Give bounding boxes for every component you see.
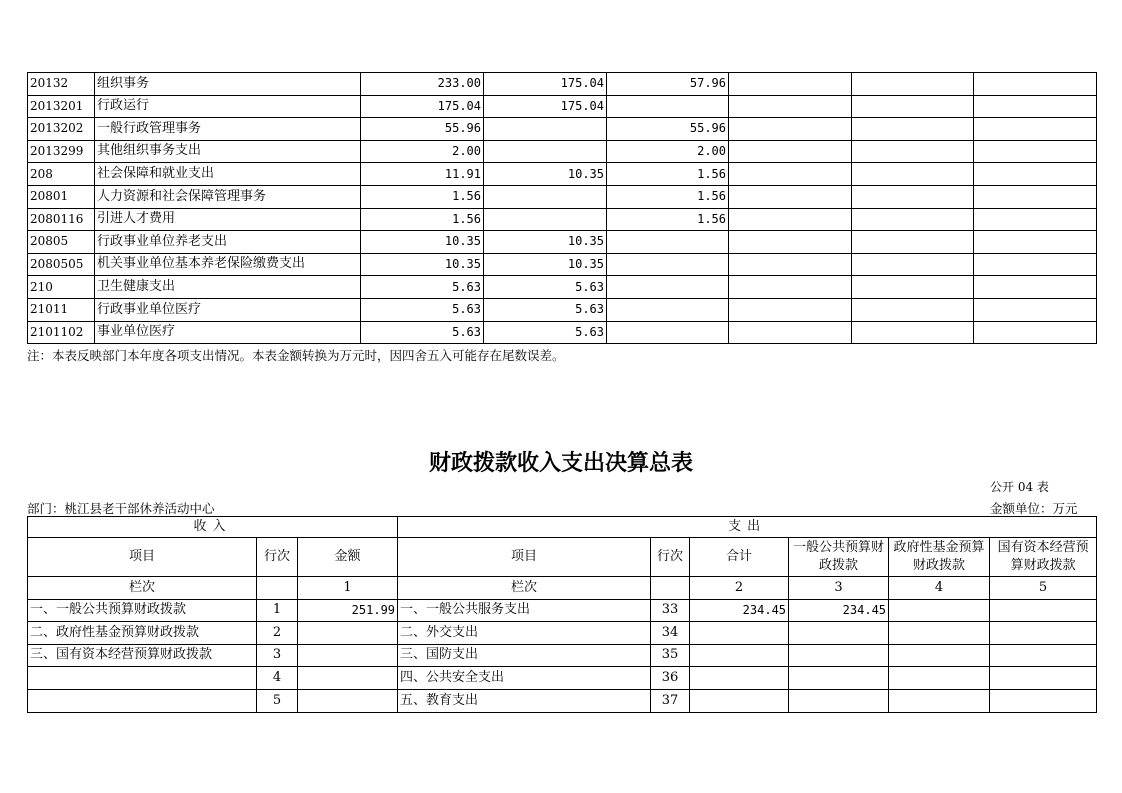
account-name-cell: 行政事业单位医疗 bbox=[95, 298, 361, 321]
government-fund-cell bbox=[889, 644, 990, 667]
project-expense-cell bbox=[607, 95, 729, 118]
project-expense-cell bbox=[607, 321, 729, 344]
table-row bbox=[28, 644, 1097, 667]
table-row bbox=[28, 140, 1097, 163]
empty-cell bbox=[729, 231, 852, 254]
empty-cell bbox=[852, 185, 974, 208]
empty-cell bbox=[852, 73, 974, 96]
empty-cell bbox=[974, 118, 1097, 141]
expense-total-cell bbox=[690, 667, 789, 690]
expense-section-header: 支出 bbox=[398, 517, 1097, 538]
empty-cell bbox=[974, 298, 1097, 321]
account-code-cell: 2013299 bbox=[28, 140, 95, 163]
basic-expense-cell: 175.04 bbox=[484, 95, 607, 118]
income-amount-cell bbox=[298, 667, 398, 690]
basic-expense-cell: 5.63 bbox=[484, 298, 607, 321]
empty-cell bbox=[974, 321, 1097, 344]
expense-item-cell: 二、外交支出 bbox=[398, 622, 651, 645]
total-amount-cell: 10.35 bbox=[361, 253, 484, 276]
empty-cell bbox=[974, 185, 1097, 208]
amount-unit-label: 金额单位：万元 bbox=[990, 501, 1078, 516]
basic-expense-cell: 10.35 bbox=[484, 253, 607, 276]
expense-line-cell: 37 bbox=[651, 689, 690, 712]
income-line-cell: 3 bbox=[257, 644, 298, 667]
account-code-cell: 20132 bbox=[28, 73, 95, 96]
account-code-cell: 2013202 bbox=[28, 118, 95, 141]
project-expense-cell bbox=[607, 253, 729, 276]
empty-cell bbox=[974, 95, 1097, 118]
state-capital-header: 国有资本经营预算财政拨款 bbox=[990, 538, 1097, 577]
report-title: 财政拨款收入支出决算总表 bbox=[428, 450, 693, 476]
total-amount-cell: 2.00 bbox=[361, 140, 484, 163]
total-amount-cell: 10.35 bbox=[361, 231, 484, 254]
general-budget-cell bbox=[789, 689, 889, 712]
account-name-cell: 其他组织事务支出 bbox=[95, 140, 361, 163]
expense-line-header: 行次 bbox=[651, 538, 690, 577]
empty-cell bbox=[852, 298, 974, 321]
table-row bbox=[28, 118, 1097, 141]
account-code-cell: 208 bbox=[28, 163, 95, 186]
table-row bbox=[28, 622, 1097, 645]
expense-line-cell: 34 bbox=[651, 622, 690, 645]
expenditure-detail-table bbox=[27, 72, 1097, 344]
general-budget-cell: 234.45 bbox=[789, 599, 889, 622]
account-code-cell: 2080505 bbox=[28, 253, 95, 276]
income-column-number: 1 bbox=[298, 577, 398, 600]
total-amount-cell: 1.56 bbox=[361, 208, 484, 231]
column-number-row bbox=[28, 577, 1097, 600]
project-expense-cell: 2.00 bbox=[607, 140, 729, 163]
table-note: 注：本表反映部门本年度各项支出情况。本表金额转换为万元时，因四舍五入可能存在尾数误差。 bbox=[27, 348, 565, 363]
empty-cell bbox=[852, 95, 974, 118]
state-capital-cell bbox=[990, 599, 1097, 622]
income-item-cell: 二、政府性基金预算财政拨款 bbox=[28, 622, 257, 645]
total-amount-cell: 5.63 bbox=[361, 276, 484, 299]
project-expense-cell bbox=[607, 298, 729, 321]
total-amount-cell: 5.63 bbox=[361, 321, 484, 344]
department-label: 部门：桃江县老干部休养活动中心 bbox=[27, 501, 215, 516]
account-code-cell: 2101102 bbox=[28, 321, 95, 344]
table-row bbox=[28, 208, 1097, 231]
summary-data-body bbox=[28, 599, 1097, 712]
project-expense-cell bbox=[607, 231, 729, 254]
total-amount-cell: 5.63 bbox=[361, 298, 484, 321]
project-expense-cell: 1.56 bbox=[607, 208, 729, 231]
general-column-number: 3 bbox=[789, 577, 889, 600]
empty-cell bbox=[729, 73, 852, 96]
basic-expense-cell bbox=[484, 140, 607, 163]
account-code-cell: 210 bbox=[28, 276, 95, 299]
empty-cell bbox=[729, 118, 852, 141]
expense-total-header: 合计 bbox=[690, 538, 789, 577]
empty-cell bbox=[729, 321, 852, 344]
basic-expense-cell bbox=[484, 185, 607, 208]
empty-cell bbox=[852, 208, 974, 231]
table-row bbox=[28, 185, 1097, 208]
empty-cell bbox=[729, 276, 852, 299]
expense-item-cell: 一、一般公共服务支出 bbox=[398, 599, 651, 622]
expense-line-cell: 35 bbox=[651, 644, 690, 667]
project-expense-cell bbox=[607, 276, 729, 299]
fund-column-number: 4 bbox=[889, 577, 990, 600]
empty-cell bbox=[729, 163, 852, 186]
state-capital-cell bbox=[990, 689, 1097, 712]
government-fund-cell bbox=[889, 622, 990, 645]
fiscal-appropriation-summary-table bbox=[27, 516, 1097, 713]
government-fund-cell bbox=[889, 667, 990, 690]
table-row bbox=[28, 95, 1097, 118]
empty-cell bbox=[974, 276, 1097, 299]
expense-line-cell: 36 bbox=[651, 667, 690, 690]
expense-item-header: 项目 bbox=[398, 538, 651, 577]
empty-cell bbox=[729, 185, 852, 208]
income-item-cell bbox=[28, 689, 257, 712]
account-name-cell: 卫生健康支出 bbox=[95, 276, 361, 299]
income-section-header: 收入 bbox=[28, 517, 398, 538]
general-budget-cell bbox=[789, 667, 889, 690]
table-row bbox=[28, 276, 1097, 299]
account-name-cell: 一般行政管理事务 bbox=[95, 118, 361, 141]
empty-cell bbox=[974, 253, 1097, 276]
expense-item-cell: 三、国防支出 bbox=[398, 644, 651, 667]
state-capital-cell bbox=[990, 644, 1097, 667]
empty-cell bbox=[852, 321, 974, 344]
account-name-cell: 行政运行 bbox=[95, 95, 361, 118]
government-fund-cell bbox=[889, 599, 990, 622]
table-row bbox=[28, 599, 1097, 622]
income-item-cell: 一、一般公共预算财政拨款 bbox=[28, 599, 257, 622]
table-row bbox=[28, 667, 1097, 690]
expenditure-detail-body bbox=[28, 73, 1097, 344]
empty-cell bbox=[852, 140, 974, 163]
income-column-label: 栏次 bbox=[28, 577, 257, 600]
column-header-row bbox=[28, 538, 1097, 577]
account-code-cell: 20801 bbox=[28, 185, 95, 208]
empty-cell bbox=[974, 73, 1097, 96]
empty-cell bbox=[852, 163, 974, 186]
expense-total-cell bbox=[690, 689, 789, 712]
empty-cell bbox=[729, 208, 852, 231]
total-column-number: 2 bbox=[690, 577, 789, 600]
total-amount-cell: 1.56 bbox=[361, 185, 484, 208]
empty-cell bbox=[974, 208, 1097, 231]
account-name-cell: 事业单位医疗 bbox=[95, 321, 361, 344]
empty-cell bbox=[852, 276, 974, 299]
empty-cell bbox=[974, 163, 1097, 186]
empty-cell bbox=[974, 231, 1097, 254]
expense-total-cell: 234.45 bbox=[690, 599, 789, 622]
table-row bbox=[28, 298, 1097, 321]
income-amount-cell: 251.99 bbox=[298, 599, 398, 622]
account-name-cell: 社会保障和就业支出 bbox=[95, 163, 361, 186]
section-header-row bbox=[28, 517, 1097, 538]
income-line-cell: 4 bbox=[257, 667, 298, 690]
income-amount-cell bbox=[298, 689, 398, 712]
income-amount-cell bbox=[298, 622, 398, 645]
account-name-cell: 引进人才费用 bbox=[95, 208, 361, 231]
income-item-header: 项目 bbox=[28, 538, 257, 577]
income-line-header: 行次 bbox=[257, 538, 298, 577]
empty-cell bbox=[852, 253, 974, 276]
total-amount-cell: 175.04 bbox=[361, 95, 484, 118]
income-item-cell bbox=[28, 667, 257, 690]
expense-item-cell: 四、公共安全支出 bbox=[398, 667, 651, 690]
state-capital-cell bbox=[990, 622, 1097, 645]
basic-expense-cell: 10.35 bbox=[484, 163, 607, 186]
total-amount-cell: 55.96 bbox=[361, 118, 484, 141]
state-column-number: 5 bbox=[990, 577, 1097, 600]
total-amount-cell: 11.91 bbox=[361, 163, 484, 186]
table-row bbox=[28, 231, 1097, 254]
empty-cell bbox=[729, 253, 852, 276]
basic-expense-cell bbox=[484, 118, 607, 141]
empty-cell bbox=[729, 298, 852, 321]
project-expense-cell: 55.96 bbox=[607, 118, 729, 141]
table-row bbox=[28, 163, 1097, 186]
empty-cell bbox=[852, 118, 974, 141]
account-code-cell: 21011 bbox=[28, 298, 95, 321]
expense-item-cell: 五、教育支出 bbox=[398, 689, 651, 712]
income-line-cell: 2 bbox=[257, 622, 298, 645]
table-row bbox=[28, 73, 1097, 96]
empty-cell bbox=[729, 140, 852, 163]
income-amount-header: 金额 bbox=[298, 538, 398, 577]
account-code-cell: 2080116 bbox=[28, 208, 95, 231]
table-row bbox=[28, 689, 1097, 712]
basic-expense-cell: 5.63 bbox=[484, 321, 607, 344]
project-expense-cell: 1.56 bbox=[607, 185, 729, 208]
empty-cell bbox=[852, 231, 974, 254]
basic-expense-cell: 10.35 bbox=[484, 231, 607, 254]
account-name-cell: 行政事业单位养老支出 bbox=[95, 231, 361, 254]
basic-expense-cell: 175.04 bbox=[484, 73, 607, 96]
empty-cell bbox=[974, 140, 1097, 163]
general-budget-cell bbox=[789, 644, 889, 667]
expense-column-label: 栏次 bbox=[398, 577, 651, 600]
account-code-cell: 2013201 bbox=[28, 95, 95, 118]
income-line-cell: 5 bbox=[257, 689, 298, 712]
general-budget-cell bbox=[789, 622, 889, 645]
table-row bbox=[28, 253, 1097, 276]
basic-expense-cell bbox=[484, 208, 607, 231]
total-amount-cell: 233.00 bbox=[361, 73, 484, 96]
project-expense-cell: 1.56 bbox=[607, 163, 729, 186]
table-row bbox=[28, 321, 1097, 344]
income-amount-cell bbox=[298, 644, 398, 667]
form-number: 公开 04 表 bbox=[990, 480, 1049, 494]
account-name-cell: 机关事业单位基本养老保险缴费支出 bbox=[95, 253, 361, 276]
government-fund-cell bbox=[889, 689, 990, 712]
empty-cell bbox=[729, 95, 852, 118]
expense-line-cell: 33 bbox=[651, 599, 690, 622]
project-expense-cell: 57.96 bbox=[607, 73, 729, 96]
government-fund-header: 政府性基金预算财政拨款 bbox=[889, 538, 990, 577]
expense-total-cell bbox=[690, 644, 789, 667]
account-name-cell: 人力资源和社会保障管理事务 bbox=[95, 185, 361, 208]
general-budget-header: 一般公共预算财政拨款 bbox=[789, 538, 889, 577]
account-code-cell: 20805 bbox=[28, 231, 95, 254]
income-line-cell: 1 bbox=[257, 599, 298, 622]
account-name-cell: 组织事务 bbox=[95, 73, 361, 96]
state-capital-cell bbox=[990, 667, 1097, 690]
basic-expense-cell: 5.63 bbox=[484, 276, 607, 299]
expense-total-cell bbox=[690, 622, 789, 645]
income-item-cell: 三、国有资本经营预算财政拨款 bbox=[28, 644, 257, 667]
